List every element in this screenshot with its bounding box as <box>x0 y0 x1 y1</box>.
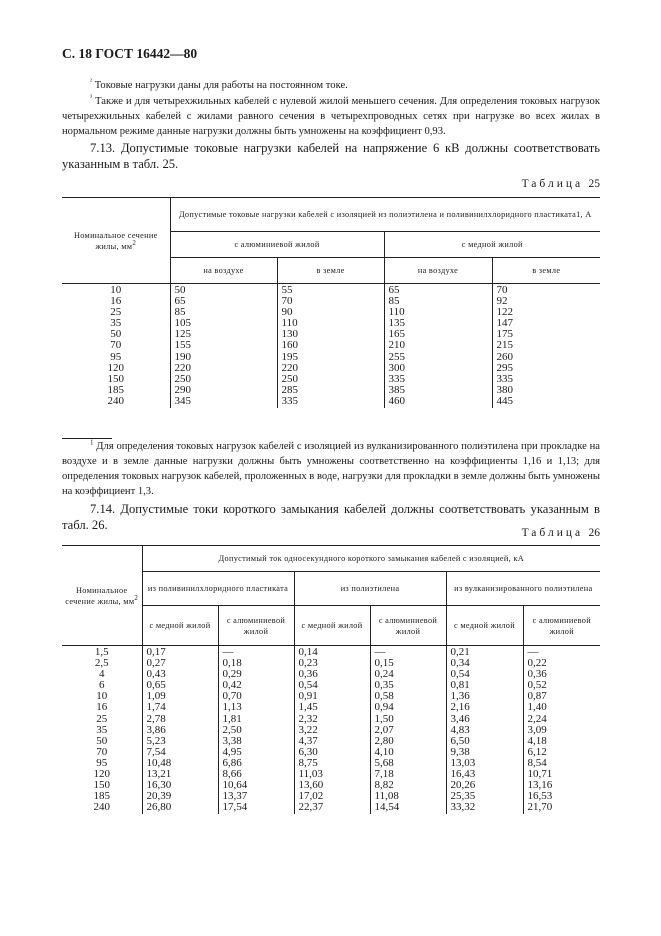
cell-section: 35 <box>62 725 142 736</box>
cell-value: 0,52 <box>523 680 600 691</box>
cell-value: 2,24 <box>523 714 600 725</box>
cell-value: 3,38 <box>218 736 294 747</box>
cell-value: 1,50 <box>370 714 446 725</box>
cell-value: 335 <box>492 374 600 385</box>
cell-value: 65 <box>170 296 277 307</box>
cell-value: 3,86 <box>142 725 218 736</box>
cell-value: 85 <box>170 307 277 318</box>
cell-value: 90 <box>277 307 384 318</box>
cell-value: — <box>523 646 600 659</box>
cell-value: 0,58 <box>370 691 446 702</box>
cell-section: 185 <box>62 791 142 802</box>
cell-value: 13,60 <box>294 780 370 791</box>
col-header-section: Номинальное сечение жилы, $мм^2$ <box>62 546 142 646</box>
cell-section: 150 <box>62 374 170 385</box>
cell-value: 0,34 <box>446 658 523 669</box>
cell-value: 220 <box>170 363 277 374</box>
cell-value: 2,32 <box>294 714 370 725</box>
cell-value: 3,22 <box>294 725 370 736</box>
cell-value: 5,68 <box>370 758 446 769</box>
table-row <box>62 714 600 725</box>
table-26 <box>62 545 600 814</box>
cell-value: 250 <box>170 374 277 385</box>
cell-value: 195 <box>277 352 384 363</box>
main-header: Допустимый ток односекундного короткого замыкания кабелей с изоляцией, кА <box>142 546 600 572</box>
cell-section: 16 <box>62 296 170 307</box>
cell-value: 295 <box>492 363 600 374</box>
table-26-label <box>522 527 600 539</box>
cell-value: 110 <box>277 318 384 329</box>
cell-value: 160 <box>277 340 384 351</box>
table-row <box>62 680 600 691</box>
cell-value: 25,35 <box>446 791 523 802</box>
group-header-polyethylene: из полиэтилена <box>294 572 446 606</box>
table-row <box>62 791 600 802</box>
cell-value: 1,09 <box>142 691 218 702</box>
table-row <box>62 340 600 351</box>
cell-value: 215 <box>492 340 600 351</box>
table-row <box>62 725 600 736</box>
table-row <box>62 329 600 340</box>
table-label-number: 25 <box>588 178 600 190</box>
table-25-body <box>62 284 600 409</box>
cell-section: 240 <box>62 396 170 408</box>
cell-section: 6 <box>62 680 142 691</box>
cell-value: 255 <box>384 352 492 363</box>
cell-value: 0,43 <box>142 669 218 680</box>
cell-value: 16,43 <box>446 769 523 780</box>
cell-value: 6,12 <box>523 747 600 758</box>
cell-section: 95 <box>62 352 170 363</box>
cell-value: 122 <box>492 307 600 318</box>
cell-value: 85 <box>384 296 492 307</box>
footnote-mark: ² <box>90 77 93 86</box>
table-row <box>62 658 600 669</box>
cell-value: 6,86 <box>218 758 294 769</box>
cell-value: 0,70 <box>218 691 294 702</box>
cell-value: 3,09 <box>523 725 600 736</box>
footnote-text: Для определения токовых нагрузок кабелей с изоляцией из вулканизированного полиэтилена при прокладке на воздухе и в земле данные нагрузки должны быть умножены соответственно на коэффициенты 1,16 и 1,13; для определения токовых нагрузок кабелей, проложенных в воде, нагрузки для прокладки в земле должны быть умножены на коэффициент 1,3. <box>62 441 600 497</box>
cell-value: 1,13 <box>218 702 294 713</box>
sub-header-aluminium: с алюминиевой жилой <box>218 606 294 646</box>
main-header: Допустимые токовые нагрузки кабелей с изоляцией из полиэтилена и поливинилхлоридного пластиката1, А <box>170 198 600 232</box>
cell-section: 70 <box>62 340 170 351</box>
cell-section: 16 <box>62 702 142 713</box>
table-row <box>62 374 600 385</box>
table-row <box>62 758 600 769</box>
cell-value: 2,80 <box>370 736 446 747</box>
table-label-word: Таблица <box>521 178 584 190</box>
cell-value: 50 <box>170 284 277 297</box>
cell-section: 50 <box>62 736 142 747</box>
col-header-section: Номинальное сечение жилы, $мм^2$ <box>62 198 170 284</box>
cell-value: 13,03 <box>446 758 523 769</box>
cell-value: 0,14 <box>294 646 370 659</box>
cell-value: 190 <box>170 352 277 363</box>
cell-value: 11,08 <box>370 791 446 802</box>
cell-value: 0,65 <box>142 680 218 691</box>
cell-value: 13,16 <box>523 780 600 791</box>
cell-value: 17,02 <box>294 791 370 802</box>
cell-value: 26,80 <box>142 802 218 814</box>
table-row <box>62 736 600 747</box>
footnote-2 <box>62 78 600 93</box>
cell-value: 0,24 <box>370 669 446 680</box>
cell-value: 1,45 <box>294 702 370 713</box>
table-row <box>62 307 600 318</box>
footnote-table-25 <box>62 439 600 499</box>
cell-value: 8,82 <box>370 780 446 791</box>
cell-value: 165 <box>384 329 492 340</box>
cell-value: 13,21 <box>142 769 218 780</box>
cell-value: 220 <box>277 363 384 374</box>
cell-value: 2,50 <box>218 725 294 736</box>
cell-value: 8,54 <box>523 758 600 769</box>
cell-value: 175 <box>492 329 600 340</box>
cell-value: 70 <box>277 296 384 307</box>
cell-section: 25 <box>62 307 170 318</box>
cell-value: 0,18 <box>218 658 294 669</box>
cell-value: 445 <box>492 396 600 408</box>
cell-value: 11,03 <box>294 769 370 780</box>
cell-value: 8,66 <box>218 769 294 780</box>
sub-header-ground: в земле <box>492 258 600 284</box>
cell-section: 120 <box>62 363 170 374</box>
paragraph-7-13: 7.13. Допустимые токовые нагрузки кабелей на напряжение 6 кВ должны соответствовать указанным в табл. 25. <box>62 141 600 171</box>
cell-value: 385 <box>384 385 492 396</box>
table-row <box>62 396 600 408</box>
cell-value: 65 <box>384 284 492 297</box>
cell-value: 10,48 <box>142 758 218 769</box>
cell-value: 7,54 <box>142 747 218 758</box>
cell-value: 4,37 <box>294 736 370 747</box>
cell-value: 7,18 <box>370 769 446 780</box>
cell-value: 4,95 <box>218 747 294 758</box>
cell-value: 300 <box>384 363 492 374</box>
table-row <box>62 702 600 713</box>
table-row <box>62 802 600 814</box>
cell-value: 92 <box>492 296 600 307</box>
cell-value: 6,50 <box>446 736 523 747</box>
cell-value: 10,71 <box>523 769 600 780</box>
cell-section: 25 <box>62 714 142 725</box>
cell-value: 0,23 <box>294 658 370 669</box>
cell-value: 22,37 <box>294 802 370 814</box>
cell-value: 14,54 <box>370 802 446 814</box>
cell-value: 335 <box>277 396 384 408</box>
cell-value: 1,40 <box>523 702 600 713</box>
footnote-mark: ³ <box>90 93 93 102</box>
group-header-aluminium: с алюминиевой жилой <box>170 232 384 258</box>
table-row <box>62 385 600 396</box>
cell-section: 1,5 <box>62 646 142 659</box>
footnote-3 <box>62 94 600 139</box>
cell-value: 147 <box>492 318 600 329</box>
table-row <box>62 352 600 363</box>
table-25-label <box>522 178 600 190</box>
cell-value: 0,22 <box>523 658 600 669</box>
cell-value: 2,07 <box>370 725 446 736</box>
cell-value: 1,81 <box>218 714 294 725</box>
cell-value: 0,29 <box>218 669 294 680</box>
cell-value: 105 <box>170 318 277 329</box>
cell-section: 240 <box>62 802 142 814</box>
cell-value: 0,87 <box>523 691 600 702</box>
cell-value: 460 <box>384 396 492 408</box>
cell-value: 210 <box>384 340 492 351</box>
cell-section: 185 <box>62 385 170 396</box>
cell-value: 0,81 <box>446 680 523 691</box>
cell-section: 120 <box>62 769 142 780</box>
sub-header-aluminium: с алюминиевой жилой <box>523 606 600 646</box>
cell-value: 13,37 <box>218 791 294 802</box>
cell-value: 0,15 <box>370 658 446 669</box>
cell-value: 130 <box>277 329 384 340</box>
cell-value: 290 <box>170 385 277 396</box>
sub-header-air: на воздухе <box>170 258 277 284</box>
table-26-body <box>62 646 600 815</box>
cell-value: 0,35 <box>370 680 446 691</box>
cell-section: 2,5 <box>62 658 142 669</box>
cell-value: 6,30 <box>294 747 370 758</box>
cell-section: 35 <box>62 318 170 329</box>
cell-value: 16,53 <box>523 791 600 802</box>
cell-value: 0,27 <box>142 658 218 669</box>
group-header-copper: с медной жилой <box>384 232 600 258</box>
cell-value: 21,70 <box>523 802 600 814</box>
cell-value: 20,39 <box>142 791 218 802</box>
cell-section: 150 <box>62 780 142 791</box>
table-row <box>62 318 600 329</box>
footnote-mark: 1 <box>90 438 94 447</box>
cell-section: 4 <box>62 669 142 680</box>
cell-value: 345 <box>170 396 277 408</box>
table-row <box>62 780 600 791</box>
cell-value: 2,16 <box>446 702 523 713</box>
cell-value: 0,54 <box>446 669 523 680</box>
table-row <box>62 284 600 297</box>
cell-value: 335 <box>384 374 492 385</box>
footnote-text: Также и для четырехжильных кабелей с нулевой жилой меньшего сечения. Для определения токовых нагрузок четырехжильных кабелей с жилами равного сечения в четырехпроводных сетях при нагрузке во всех жилах в нормальном режиме данные нагрузки должны быть умножены на коэффициент 0,93. <box>62 96 600 137</box>
cell-value: 10,64 <box>218 780 294 791</box>
cell-value: 285 <box>277 385 384 396</box>
cell-value: 0,42 <box>218 680 294 691</box>
cell-section: 50 <box>62 329 170 340</box>
table-row <box>62 296 600 307</box>
cell-value: 17,54 <box>218 802 294 814</box>
cell-value: 16,30 <box>142 780 218 791</box>
cell-value: 3,46 <box>446 714 523 725</box>
cell-value: 5,23 <box>142 736 218 747</box>
cell-value: 1,36 <box>446 691 523 702</box>
cell-value: 2,78 <box>142 714 218 725</box>
cell-value: 110 <box>384 307 492 318</box>
cell-section: 10 <box>62 284 170 297</box>
cell-section: 10 <box>62 691 142 702</box>
cell-value: 0,21 <box>446 646 523 659</box>
cell-value: 55 <box>277 284 384 297</box>
cell-value: 4,83 <box>446 725 523 736</box>
cell-value: 155 <box>170 340 277 351</box>
table-label-number: 26 <box>588 527 600 539</box>
sub-header-aluminium: с алюминиевой жилой <box>370 606 446 646</box>
sub-header-ground: в земле <box>277 258 384 284</box>
table-25 <box>62 197 600 408</box>
cell-value: 0,36 <box>523 669 600 680</box>
table-label-word: Таблица <box>521 527 584 539</box>
sub-header-copper: с медной жилой <box>294 606 370 646</box>
paragraph-7-14: 7.14. Допустимые токи короткого замыкания кабелей должны соответствовать указанным в табл. 26. <box>62 502 600 532</box>
cell-value: 9,38 <box>446 747 523 758</box>
cell-value: 0,36 <box>294 669 370 680</box>
cell-value: 20,26 <box>446 780 523 791</box>
cell-value: 4,10 <box>370 747 446 758</box>
table-row <box>62 669 600 680</box>
table-row <box>62 691 600 702</box>
footnote-text: Токовые нагрузки даны для работы на постоянном токе. <box>92 80 348 91</box>
cell-section: 70 <box>62 747 142 758</box>
page-header: С. 18 ГОСТ 16442—80 <box>62 46 198 61</box>
cell-value: 0,94 <box>370 702 446 713</box>
cell-value: 135 <box>384 318 492 329</box>
sub-header-copper: с медной жилой <box>142 606 218 646</box>
cell-value: 4,18 <box>523 736 600 747</box>
cell-value: 70 <box>492 284 600 297</box>
sub-header-air: на воздухе <box>384 258 492 284</box>
group-header-xlpe: из вулканизированного полиэтилена <box>446 572 600 606</box>
cell-value: 125 <box>170 329 277 340</box>
cell-value: 8,75 <box>294 758 370 769</box>
cell-value: 1,74 <box>142 702 218 713</box>
sub-header-copper: с медной жилой <box>446 606 523 646</box>
table-row <box>62 363 600 374</box>
cell-value: 0,91 <box>294 691 370 702</box>
cell-value: 0,17 <box>142 646 218 659</box>
cell-value: — <box>370 646 446 659</box>
cell-value: 380 <box>492 385 600 396</box>
table-row <box>62 646 600 659</box>
table-row <box>62 769 600 780</box>
cell-value: 260 <box>492 352 600 363</box>
cell-value: 250 <box>277 374 384 385</box>
group-header-pvc: из поливинилхлоридного пластиката <box>142 572 294 606</box>
cell-section: 95 <box>62 758 142 769</box>
cell-value: 33,32 <box>446 802 523 814</box>
table-row <box>62 747 600 758</box>
cell-value: 0,54 <box>294 680 370 691</box>
cell-value: — <box>218 646 294 659</box>
